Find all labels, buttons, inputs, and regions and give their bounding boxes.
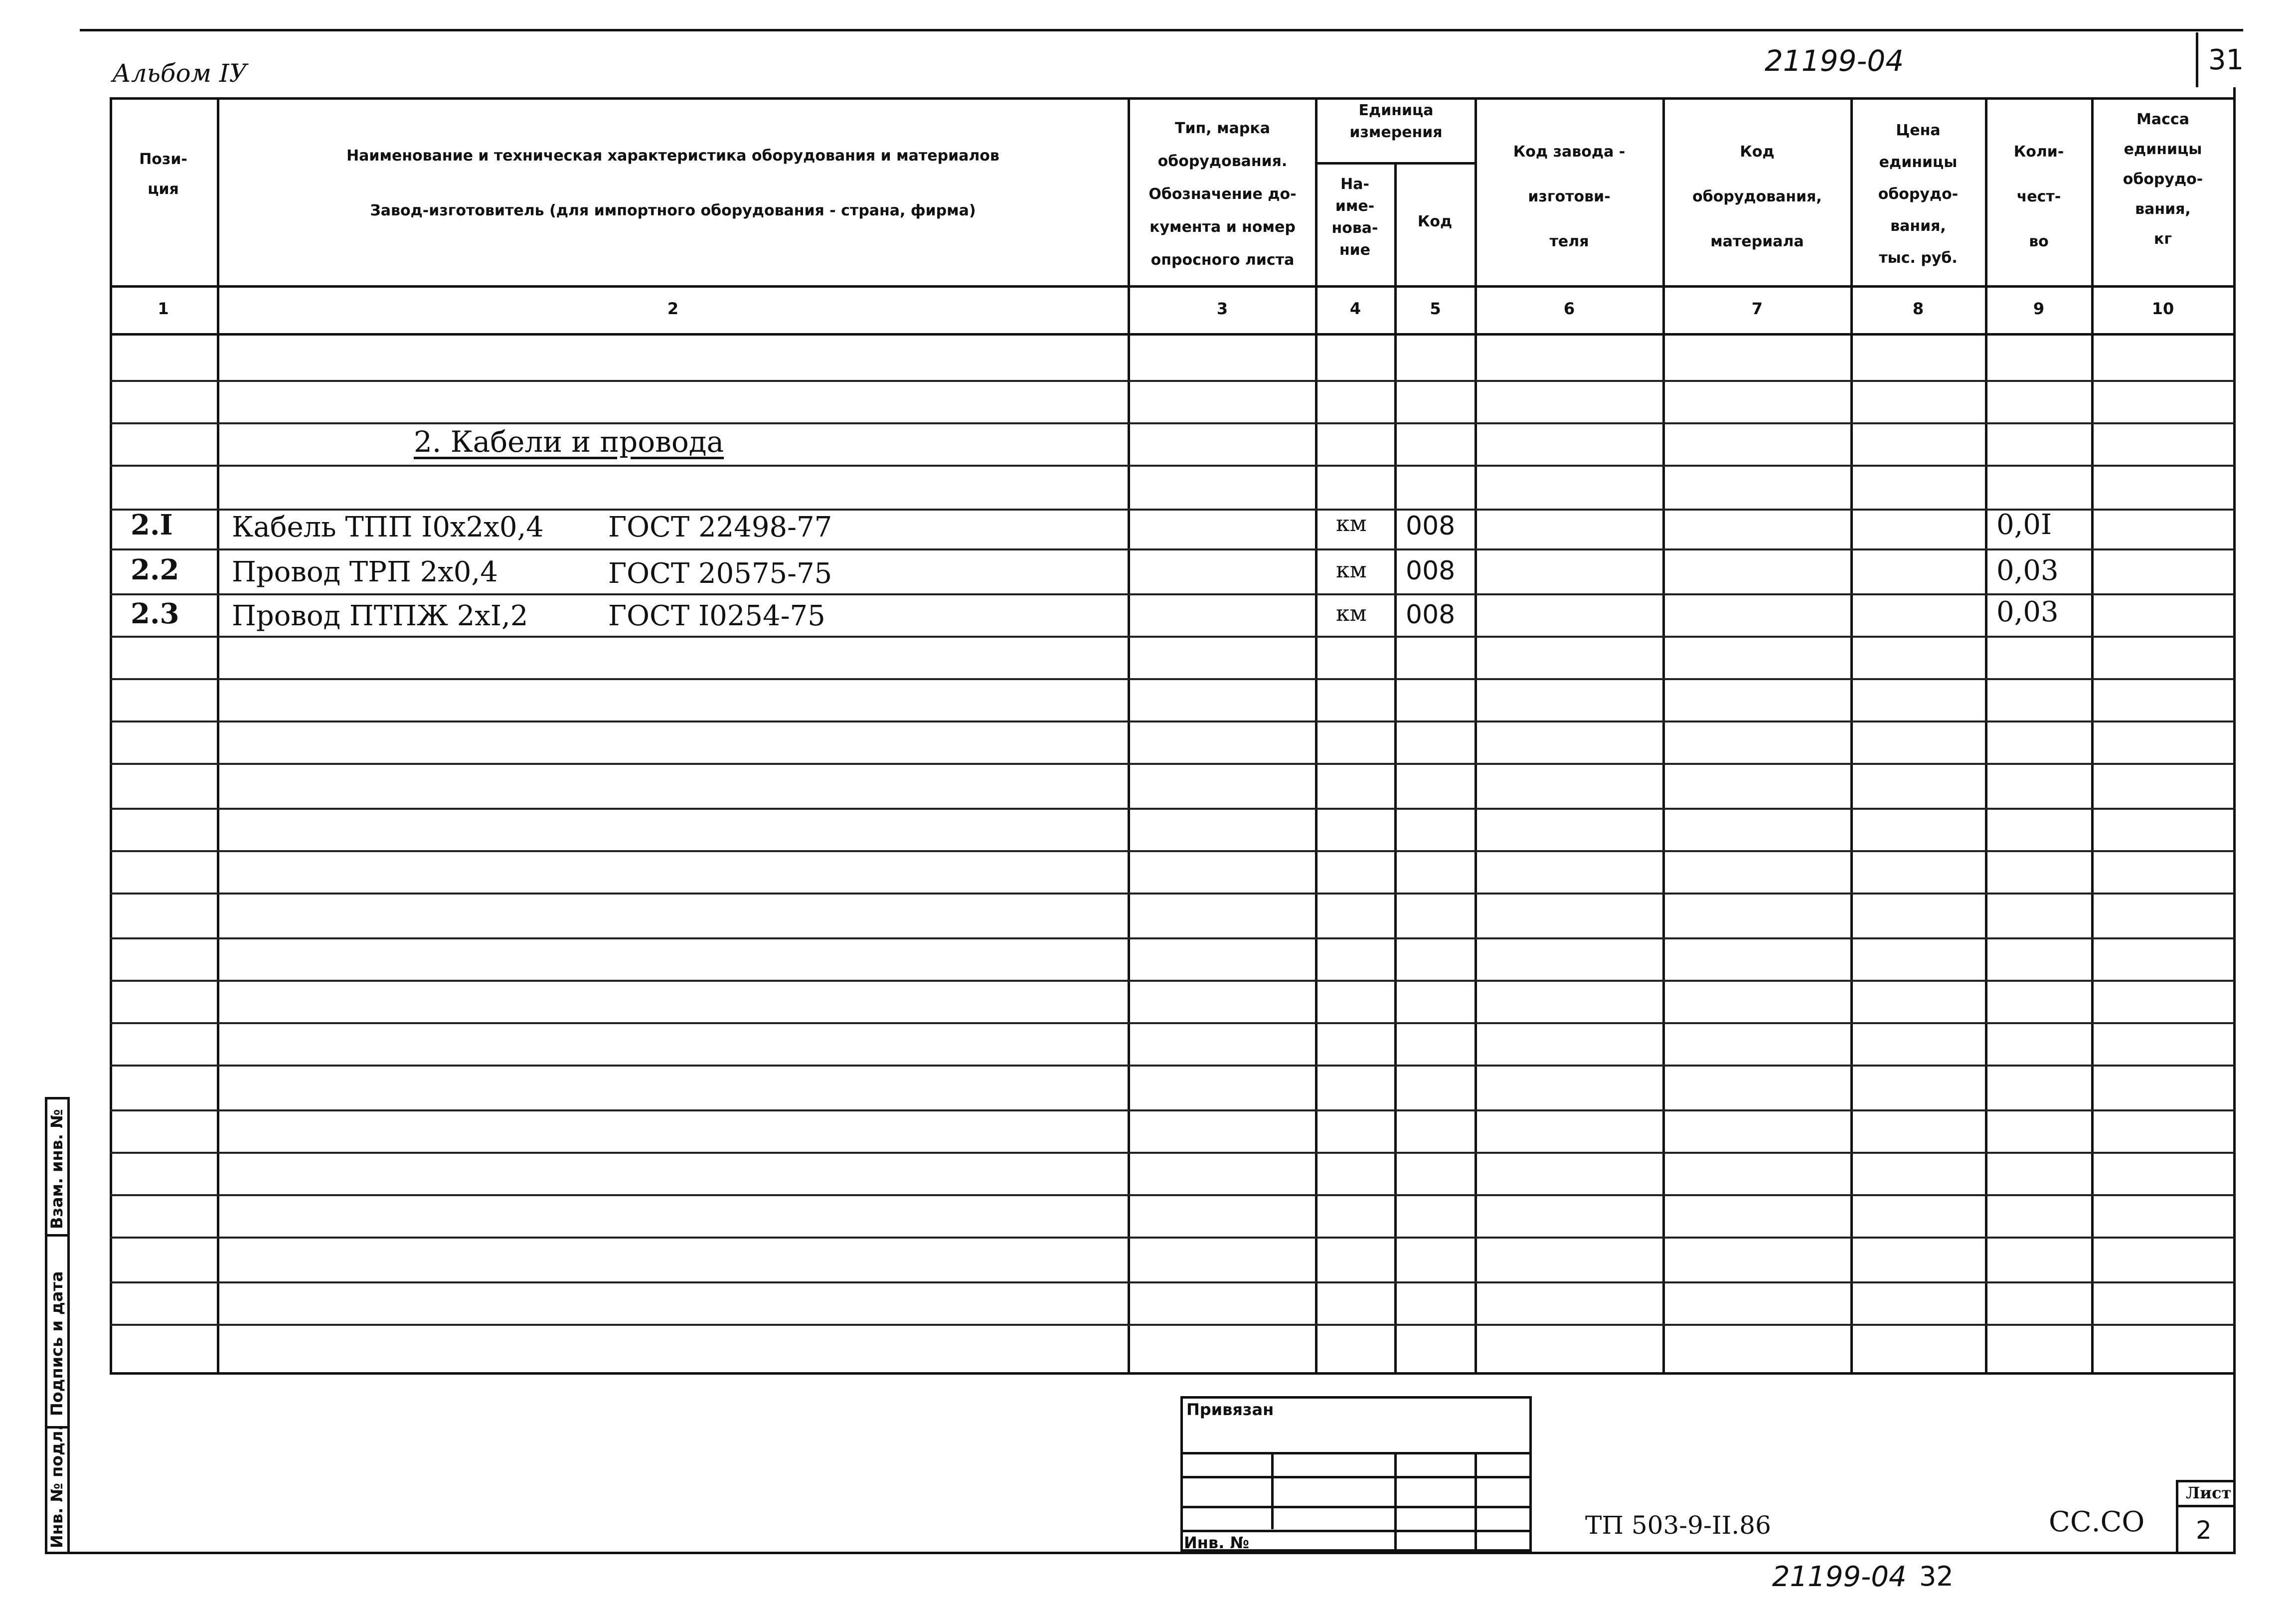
row-3-qty: 0,03 <box>1996 596 2059 628</box>
sheet-code: СС.СО <box>2049 1506 2145 1538</box>
privyazan-rule-1 <box>1180 1452 1532 1454</box>
row-rule <box>110 937 2234 939</box>
row-1-code: 008 <box>1406 511 1456 541</box>
header-col-2: Наименование и техническая характеристика оборудования и материалов Завод-изготовитель (для импортного оборудования - страна, фирма) <box>346 147 999 219</box>
privyazan-label: Привязан <box>1186 1400 1274 1419</box>
col-line-1 <box>217 97 219 1374</box>
side-stamp-top <box>45 1097 69 1099</box>
side-stamp-div-1 <box>45 1234 69 1237</box>
sheet-box-mid <box>2176 1505 2235 1507</box>
colnum-bottom <box>110 333 2236 336</box>
col-line-5 <box>1475 97 1477 1374</box>
project-code: ТП 503-9-II.86 <box>1585 1511 1771 1540</box>
frame-top <box>110 97 2236 100</box>
row-2-unit: км <box>1336 557 1367 583</box>
colnum-2: 2 <box>667 299 679 318</box>
col-line-3 <box>1315 97 1317 1374</box>
page-bottom <box>45 1552 2236 1554</box>
colnum-8: 8 <box>1912 299 1924 318</box>
page-number: 31 <box>2208 44 2244 76</box>
row-rule <box>110 720 2234 722</box>
section-title: 2. Кабели и провода <box>414 425 724 459</box>
row-rule <box>110 850 2234 852</box>
unit-group-divider <box>1315 162 1477 165</box>
privyazan-col-2 <box>1394 1452 1397 1552</box>
privyazan-rule-4 <box>1180 1530 1532 1532</box>
colnum-3: 3 <box>1216 299 1228 318</box>
row-3-unit: км <box>1336 601 1367 626</box>
header-col-1: Пози- ция <box>139 151 187 198</box>
header-col-8: Цена единицы оборудо- вания, тыс. руб. <box>1878 122 1959 267</box>
row-3-code: 008 <box>1406 600 1456 630</box>
footer-page-ref: 32 <box>1919 1561 1954 1592</box>
row-1-doc: ГОСТ 22498-77 <box>608 511 832 543</box>
header-col-9: Коли- чест- во <box>2013 143 2064 250</box>
col-line-4 <box>1394 162 1397 1374</box>
row-rule <box>110 636 2234 638</box>
colnum-1: 1 <box>158 299 169 318</box>
header-bottom <box>110 285 2236 288</box>
row-3-doc: ГОСТ I0254-75 <box>608 600 825 632</box>
row-rule <box>110 380 2234 382</box>
top-border <box>80 29 2243 31</box>
row-rule <box>110 1065 2234 1067</box>
row-2-doc: ГОСТ 20575-75 <box>608 557 832 590</box>
header-col-5: Код <box>1417 213 1453 230</box>
row-1-pos: 2.I <box>131 509 173 541</box>
colnum-4: 4 <box>1349 299 1361 318</box>
footer-doc-ref: 21199-04 <box>1772 1561 1907 1593</box>
sheet-box-left <box>2176 1480 2178 1552</box>
privyazan-box <box>1180 1396 1532 1552</box>
side-stamp-inv-podl: Инв. № подл. <box>47 1425 66 1548</box>
col-line-9 <box>2091 97 2094 1374</box>
colnum-5: 5 <box>1430 299 1441 318</box>
row-2-qty: 0,03 <box>1996 554 2059 587</box>
row-rule <box>110 1324 2234 1326</box>
row-rule <box>110 1152 2234 1154</box>
col-line-6 <box>1662 97 1665 1374</box>
row-2-pos: 2.2 <box>131 553 179 586</box>
row-2-name: Провод ТРП 2x0,4 <box>232 556 498 588</box>
header-doc-number: 21199-04 <box>1765 44 1904 78</box>
header-unit-group: Единица измерения <box>1349 102 1443 141</box>
privyazan-rule-3 <box>1180 1506 1532 1508</box>
row-2-code: 008 <box>1406 556 1456 586</box>
row-1-name: Кабель ТПП I0x2x0,4 <box>232 511 544 543</box>
sheet-label: Лист <box>2186 1483 2232 1502</box>
colnum-9: 9 <box>2033 299 2045 318</box>
row-rule <box>110 548 2234 550</box>
side-stamp-mid <box>67 1097 70 1553</box>
row-rule <box>110 1109 2234 1111</box>
privyazan-col-1 <box>1271 1452 1274 1529</box>
header-col-7: Код оборудования, материала <box>1692 143 1822 250</box>
row-rule <box>110 808 2234 810</box>
row-rule <box>110 465 2234 467</box>
row-rule <box>110 422 2234 424</box>
row-3-name: Провод ПТПЖ 2xI,2 <box>232 600 528 632</box>
sheet-box-top <box>2176 1480 2235 1482</box>
header-col-10: Масса единицы оборудо- вания, кг <box>2123 111 2203 248</box>
colnum-6: 6 <box>1563 299 1575 318</box>
col-line-8 <box>1985 97 1987 1374</box>
header-col-4: На- име- нова- ние <box>1331 176 1378 259</box>
sheet-number: 2 <box>2196 1516 2212 1545</box>
row-rule <box>110 763 2234 765</box>
inv-no-label: Инв. № <box>1184 1533 1249 1552</box>
row-rule <box>110 980 2234 982</box>
row-1-unit: км <box>1336 511 1367 537</box>
album-label: Альбом IУ <box>112 59 247 88</box>
page-number-divider <box>2196 32 2198 87</box>
col-line-2 <box>1128 97 1130 1374</box>
row-3-pos: 2.3 <box>131 597 179 630</box>
row-rule <box>110 1281 2234 1283</box>
row-rule <box>110 1022 2234 1024</box>
row-rule <box>110 678 2234 680</box>
privyazan-col-3 <box>1475 1452 1477 1552</box>
row-rule <box>110 1237 2234 1239</box>
header-col-3: Тип, марка оборудования. Обозначение до- кумента и номер опросного листа <box>1148 120 1297 269</box>
header-col-6: Код завода - изготови- теля <box>1513 143 1626 250</box>
row-rule <box>110 893 2234 895</box>
row-rule <box>110 1194 2234 1196</box>
colnum-10: 10 <box>2151 299 2174 318</box>
colnum-7: 7 <box>1751 299 1763 318</box>
frame-right <box>2233 87 2236 1553</box>
side-stamp-vzam: Взам. инв. № <box>47 1109 66 1229</box>
frame-left <box>110 97 112 1374</box>
row-rule <box>110 593 2234 595</box>
table-bottom <box>110 1372 2236 1375</box>
row-rule <box>110 509 2234 511</box>
privyazan-rule-2 <box>1180 1476 1532 1478</box>
col-line-7 <box>1850 97 1853 1374</box>
row-1-qty: 0,0I <box>1996 509 2052 541</box>
side-stamp-podpis: Подпись и дата <box>47 1271 66 1416</box>
